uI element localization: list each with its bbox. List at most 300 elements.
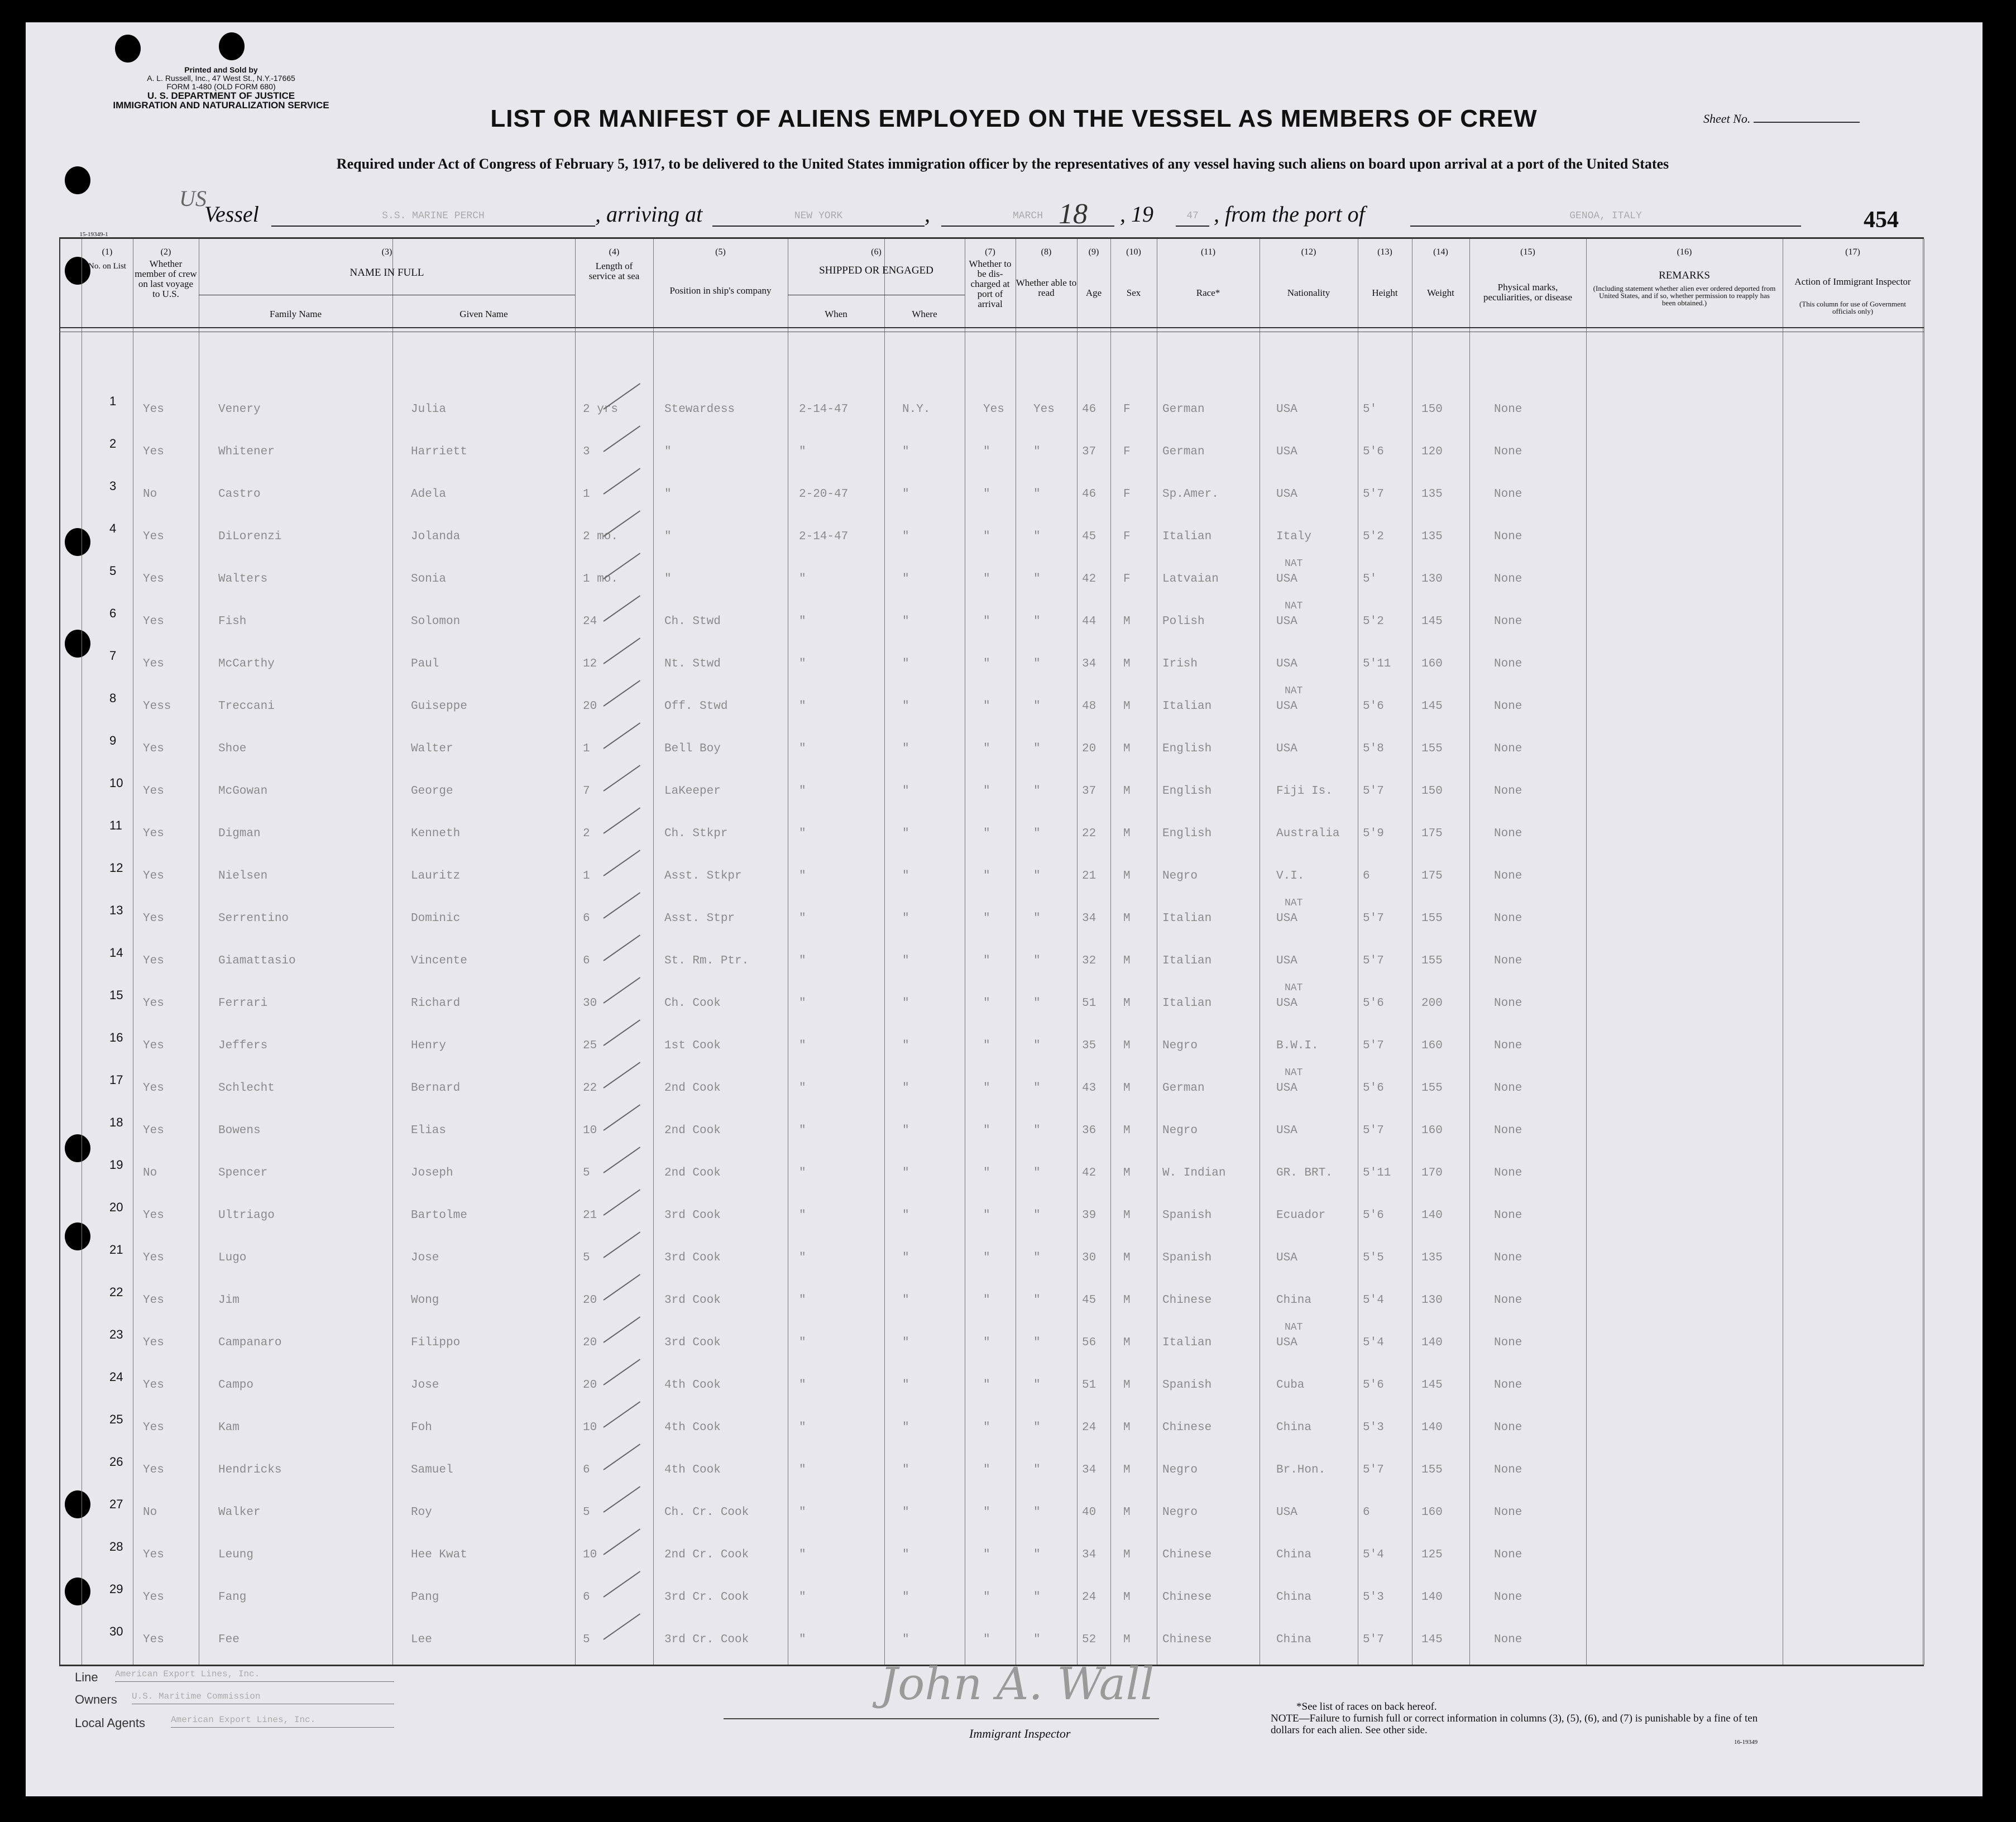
cell-weight: 170 [1421,1167,1443,1179]
local-agents-value: American Export Lines, Inc. [171,1715,394,1728]
cell-race: English [1162,785,1212,798]
cell-disch: " [983,742,990,755]
cell-race: Spanish [1162,1252,1212,1264]
cell-member: Yes [143,1039,164,1052]
cell-marks: None [1494,1252,1522,1264]
cell-member: Yes [143,1252,164,1264]
cell-read: " [1033,912,1041,925]
cell-when: " [799,445,806,458]
cell-when: " [799,658,806,670]
cell-member: Yes [143,658,164,670]
cell-age: 21 [1082,870,1096,883]
cell-nat: USA [1276,700,1297,713]
cell-age: 39 [1082,1209,1096,1222]
cell-disch: " [983,573,990,586]
department-name: U. S. DEPARTMENT OF JUSTICE [147,90,295,101]
check-mark [603,1019,640,1046]
col-given-name: Given Name [459,309,508,319]
cell-where: " [902,530,909,543]
punch-hole [65,166,90,194]
cell-height: 5'6 [1363,1082,1384,1095]
cell-family: Ferrari [218,997,268,1010]
check-mark [603,1147,640,1173]
cell-where: " [902,1464,909,1476]
cell-read: " [1033,870,1041,883]
cell-read: " [1033,700,1041,713]
cell-marks: None [1494,1294,1522,1307]
cell-family: Fee [218,1633,240,1646]
cell-sex: M [1123,1252,1131,1264]
owners-value: U.S. Maritime Commission [132,1691,394,1704]
cell-where: " [902,445,909,458]
cell-family: Fish [218,615,247,628]
cell-family: Hendricks [218,1464,282,1476]
cell-position: Stewardess [664,403,735,416]
cell-age: 45 [1082,530,1096,543]
cell-service: 6 [583,955,590,967]
cell-race: Italian [1162,700,1212,713]
cell-where: " [902,1167,909,1179]
cell-marks: None [1494,573,1522,586]
cell-disch: " [983,1591,990,1604]
cell-disch: " [983,658,990,670]
cell-race: Negro [1162,1039,1198,1052]
cell-nat: USA [1276,1252,1297,1264]
cell-member: Yes [143,1082,164,1095]
cell-service: 6 [583,1464,590,1476]
cell-disch: " [983,445,990,458]
check-mark [603,1274,640,1301]
cell-where: " [902,955,909,967]
cell-age: 40 [1082,1506,1096,1519]
arriving-port: NEW YORK [712,209,925,227]
cell-when: " [799,827,806,840]
cell-disch: " [983,1252,990,1264]
cell-position: " [664,530,672,543]
cell-nat: USA [1276,573,1297,586]
row-number: 7 [109,649,117,663]
cell-service: 2 mo. [583,530,619,543]
cell-height: 5'4 [1363,1294,1384,1307]
cell-where: " [902,997,909,1010]
cell-where: " [902,912,909,925]
cell-marks: None [1494,1082,1522,1095]
cell-member: Yes [143,445,164,458]
cell-race: Italian [1162,997,1212,1010]
cell-service: 12 [583,658,597,670]
cell-nat: USA [1276,742,1297,755]
col-when: When [825,309,847,319]
cell-race: English [1162,827,1212,840]
cell-read: " [1033,742,1041,755]
row-number: 29 [109,1582,123,1596]
line-value: American Export Lines, Inc. [115,1669,394,1682]
row-number: 15 [109,988,123,1002]
cell-height: 5'6 [1363,445,1384,458]
col-position: Position in ship's company [669,285,772,296]
cell-marks: None [1494,403,1522,416]
cell-member: Yes [143,1548,164,1561]
cell-race: Spanish [1162,1379,1212,1392]
cell-disch: " [983,700,990,713]
cell-where: " [902,1421,909,1434]
cell-when: " [799,1379,806,1392]
col-family-name: Family Name [269,309,322,319]
check-mark [603,1231,640,1258]
page-title: LIST OR MANIFEST OF ALIENS EMPLOYED ON THE VESSEL AS MEMBERS OF CREW [490,105,1538,132]
cell-read: " [1033,658,1041,670]
cell-race: Spanish [1162,1209,1212,1222]
cell-age: 51 [1082,997,1096,1010]
cell-family: Castro [218,488,261,501]
cell-given: Vincente [411,955,467,967]
crew-table [59,231,1924,1666]
owners-label: Owners [75,1692,117,1706]
cell-service: 7 [583,785,590,798]
cell-read: " [1033,997,1041,1010]
cell-given: Hee Kwat [411,1548,467,1561]
cell-disch: " [983,1633,990,1646]
cell-member: Yes [143,1124,164,1137]
cell-family: Venery [218,403,261,416]
cell-nat: USA [1276,488,1297,501]
check-mark [603,553,640,579]
cell-disch: " [983,827,990,840]
cell-family: Campanaro [218,1336,282,1349]
cell-sex: M [1123,615,1131,628]
cell-member: Yes [143,1294,164,1307]
cell-marks: None [1494,912,1522,925]
cell-marks: None [1494,1464,1522,1476]
cell-marks: None [1494,785,1522,798]
row-number: 20 [109,1200,123,1214]
cell-given: Harriett [411,445,467,458]
cell-where: " [902,1506,909,1519]
cell-when: " [799,1336,806,1349]
cell-given: Guiseppe [411,700,467,713]
cell-race: English [1162,742,1212,755]
vessel-name: S.S. MARINE PERCH [271,209,595,227]
cell-weight: 140 [1421,1421,1443,1434]
cell-height: 5'7 [1363,1464,1384,1476]
cell-when: 2-20-47 [799,488,849,501]
check-mark [603,1104,640,1131]
cell-position: 4th Cook [664,1421,721,1434]
cell-age: 46 [1082,403,1096,416]
col16-number: (16) [1677,247,1692,257]
cell-given: Sonia [411,573,447,586]
cell-member: Yes [143,1209,164,1222]
cell-weight: 160 [1421,1039,1443,1052]
row-number: 18 [109,1115,123,1129]
cell-given: Adela [411,488,447,501]
cell-race: Italian [1162,955,1212,967]
cell-service: 20 [583,1336,597,1349]
cell-read: " [1033,488,1041,501]
cell-when: " [799,742,806,755]
arrival-day: 18 [1059,198,1088,230]
cell-weight: 155 [1421,955,1443,967]
cell-where: " [902,1209,909,1222]
check-mark [603,722,640,749]
cell-family: Treccani [218,700,275,713]
cell-when: " [799,1039,806,1052]
cell-age: 32 [1082,955,1096,967]
cell-sex: M [1123,1336,1131,1349]
col12-number: (12) [1301,247,1316,257]
cell-sex: F [1123,445,1131,458]
cell-given: Walter [411,742,453,755]
cell-height: 5'6 [1363,997,1384,1010]
check-mark [603,1444,640,1470]
printer-line: A. L. Russell, Inc., 47 West St., N.Y.-17665 [147,74,295,83]
cell-where: " [902,1633,909,1646]
row-number: 26 [109,1455,123,1469]
cell-nat: USA [1276,1124,1297,1137]
cell-sex: M [1123,1591,1131,1604]
cell-race: Negro [1162,1464,1198,1476]
cell-height: 5'11 [1363,1167,1391,1179]
cell-position: 1st Cook [664,1039,721,1052]
cell-service: 20 [583,1379,597,1392]
cell-given: Dominic [411,912,461,925]
cell-age: 42 [1082,573,1096,586]
cell-member: Yes [143,1336,164,1349]
cell-disch: " [983,1336,990,1349]
cell-marks: None [1494,1506,1522,1519]
cell-position: LaKeeper [664,785,721,798]
vessel-line: Vessel S.S. MARINE PERCH , arriving at NEW YORK , MARCH 18 , 19 47 , from the port of GENOA, ITALY [204,201,1807,228]
cell-nat: Australia [1276,827,1340,840]
cell-service: 20 [583,700,597,713]
legal-requirement-text: Required under Act of Congress of February 5, 1917, to be delivered to the United States immigration officer by the representatives of any vessel having such aliens on board upon arrival at a port of the United States [336,156,1669,172]
check-mark [603,1528,640,1555]
cell-read: " [1033,1167,1041,1179]
cell-position: St. Rm. Ptr. [664,955,749,967]
cell-where: " [902,488,909,501]
cell-sex: M [1123,997,1131,1010]
cell-when: " [799,1633,806,1646]
cell-when: " [799,1252,806,1264]
row-number: 10 [109,776,123,790]
cell-height: 5'7 [1363,1124,1384,1137]
cell-position: 2nd Cr. Cook [664,1548,749,1561]
cell-age: 36 [1082,1124,1096,1137]
cell-disch: " [983,785,990,798]
col15-number: (15) [1520,247,1535,257]
cell-when: " [799,615,806,628]
cell-weight: 175 [1421,827,1443,840]
cell-race: Polish [1162,615,1205,628]
col13-number: (13) [1377,247,1392,257]
cell-read: " [1033,615,1041,628]
cell-member: Yes [143,1591,164,1604]
cell-read: " [1033,827,1041,840]
cell-sex: M [1123,1039,1131,1052]
cell-disch: " [983,1421,990,1434]
cell-member: Yes [143,785,164,798]
cell-age: 35 [1082,1039,1096,1052]
cell-given: Julia [411,403,447,416]
row-number: 19 [109,1158,123,1172]
cell-service: 5 [583,1252,590,1264]
row-number: 27 [109,1497,123,1511]
cell-given: Elias [411,1124,447,1137]
cell-height: 5'7 [1363,1633,1384,1646]
cell-where: " [902,1124,909,1137]
cell-disch: " [983,1167,990,1179]
cell-where: " [902,827,909,840]
cell-disch: " [983,1506,990,1519]
cell-weight: 140 [1421,1591,1443,1604]
cell-sex: M [1123,1124,1131,1137]
cell-service: 10 [583,1548,597,1561]
cell-read: " [1033,1039,1041,1052]
cell-weight: 140 [1421,1336,1443,1349]
inspector-signature: John A. Wall [880,1658,1155,1710]
col2-number: (2) [160,247,171,257]
check-mark [603,1486,640,1513]
cell-given: Paul [411,658,439,670]
cell-nat: Italy [1276,530,1312,543]
cell-read: " [1033,785,1041,798]
cell-service: 1 [583,870,590,883]
cell-service: 5 [583,1167,590,1179]
cell-sex: F [1123,403,1131,416]
cell-family: McCarthy [218,658,275,670]
cell-nat: USA [1276,1506,1297,1519]
cell-family: Lugo [218,1252,247,1264]
cell-read: " [1033,1336,1041,1349]
cell-age: 46 [1082,488,1096,501]
row-number: 11 [109,818,122,832]
cell-service: 25 [583,1039,597,1052]
cell-family: Serrentino [218,912,289,925]
col-weight: Weight [1427,287,1454,298]
cell-family: Jim [218,1294,240,1307]
cell-race: Chinese [1162,1421,1212,1434]
cell-nat: USA [1276,997,1297,1010]
cell-position: Ch. Stwd [664,615,721,628]
cell-when: 2-14-47 [799,530,849,543]
cell-position: 3rd Cook [664,1294,721,1307]
cell-age: 45 [1082,1294,1096,1307]
cell-family: Jeffers [218,1039,268,1052]
cell-height: 5'3 [1363,1421,1384,1434]
cell-sex: M [1123,870,1131,883]
row-number: 21 [109,1243,123,1257]
cell-naturalized: NAT [1285,982,1303,994]
cell-age: 34 [1082,1464,1096,1476]
cell-where: " [902,870,909,883]
cell-naturalized: NAT [1285,558,1303,569]
cell-nat: USA [1276,403,1297,416]
cell-read: Yes [1033,403,1055,416]
cell-disch: " [983,1209,990,1222]
cell-race: Chinese [1162,1591,1212,1604]
cell-member: Yes [143,573,164,586]
cell-given: Solomon [411,615,461,628]
cell-service: 10 [583,1421,597,1434]
page-number: 454 [1864,207,1899,233]
cell-nat: Fiji Is. [1276,785,1333,798]
cell-given: Joseph [411,1167,453,1179]
cell-given: Pang [411,1591,439,1604]
cell-sex: M [1123,658,1131,670]
cell-service: 6 [583,1591,590,1604]
sheet-number-label: Sheet No. [1703,112,1751,126]
cell-given: Jose [411,1379,439,1392]
cell-service: 20 [583,1294,597,1307]
cell-weight: 160 [1421,658,1443,670]
cell-when: " [799,573,806,586]
cell-sex: M [1123,1506,1131,1519]
cell-position: Asst. Stkpr [664,870,742,883]
punch-hole [115,35,141,63]
cell-naturalized: NAT [1285,1322,1303,1333]
cell-disch: " [983,488,990,501]
vessel-label: Vessel [204,202,259,227]
cell-where: " [902,1591,909,1604]
cell-given: Samuel [411,1464,453,1476]
cell-read: " [1033,1379,1041,1392]
cell-family: DiLorenzi [218,530,282,543]
cell-weight: 160 [1421,1506,1443,1519]
cell-where: " [902,1379,909,1392]
cell-read: " [1033,445,1041,458]
cell-marks: None [1494,955,1522,967]
cell-given: Jose [411,1252,439,1264]
row-number: 14 [109,946,123,960]
cell-family: Bowens [218,1124,261,1137]
cell-height: 5'4 [1363,1336,1384,1349]
footnote [1271,1701,1773,1736]
cell-member: No [143,488,157,501]
cell-age: 34 [1082,1548,1096,1561]
cell-where: " [902,1336,909,1349]
check-mark [603,595,640,622]
col-inspector-note: (This column for use of Government officials only) [1799,300,1906,315]
cell-family: Whitener [218,445,275,458]
check-mark [603,934,640,961]
cell-given: Roy [411,1506,432,1519]
cell-height: 5'8 [1363,742,1384,755]
cell-family: Ultriago [218,1209,275,1222]
cell-disch: " [983,912,990,925]
check-mark [603,510,640,537]
manifest-sheet [26,22,1983,1796]
cell-nat: B.W.I. [1276,1039,1319,1052]
cell-race: W. Indian [1162,1167,1226,1179]
cell-age: 30 [1082,1252,1096,1264]
cell-where: " [902,785,909,798]
col-race: Race* [1196,287,1220,298]
check-mark [603,1316,640,1343]
cell-nat: China [1276,1591,1312,1604]
cell-height: 5'7 [1363,785,1384,798]
cell-race: German [1162,1082,1205,1095]
cell-given: Richard [411,997,461,1010]
cell-sex: M [1123,827,1131,840]
col-where: Where [912,309,937,319]
cell-marks: None [1494,530,1522,543]
cell-family: Spencer [218,1167,268,1179]
cell-when: " [799,912,806,925]
printer-line: Printed and Sold by [184,65,258,74]
cell-position: 3rd Cook [664,1209,721,1222]
cell-member: Yes [143,403,164,416]
cell-nat: GR. BRT. [1276,1167,1333,1179]
